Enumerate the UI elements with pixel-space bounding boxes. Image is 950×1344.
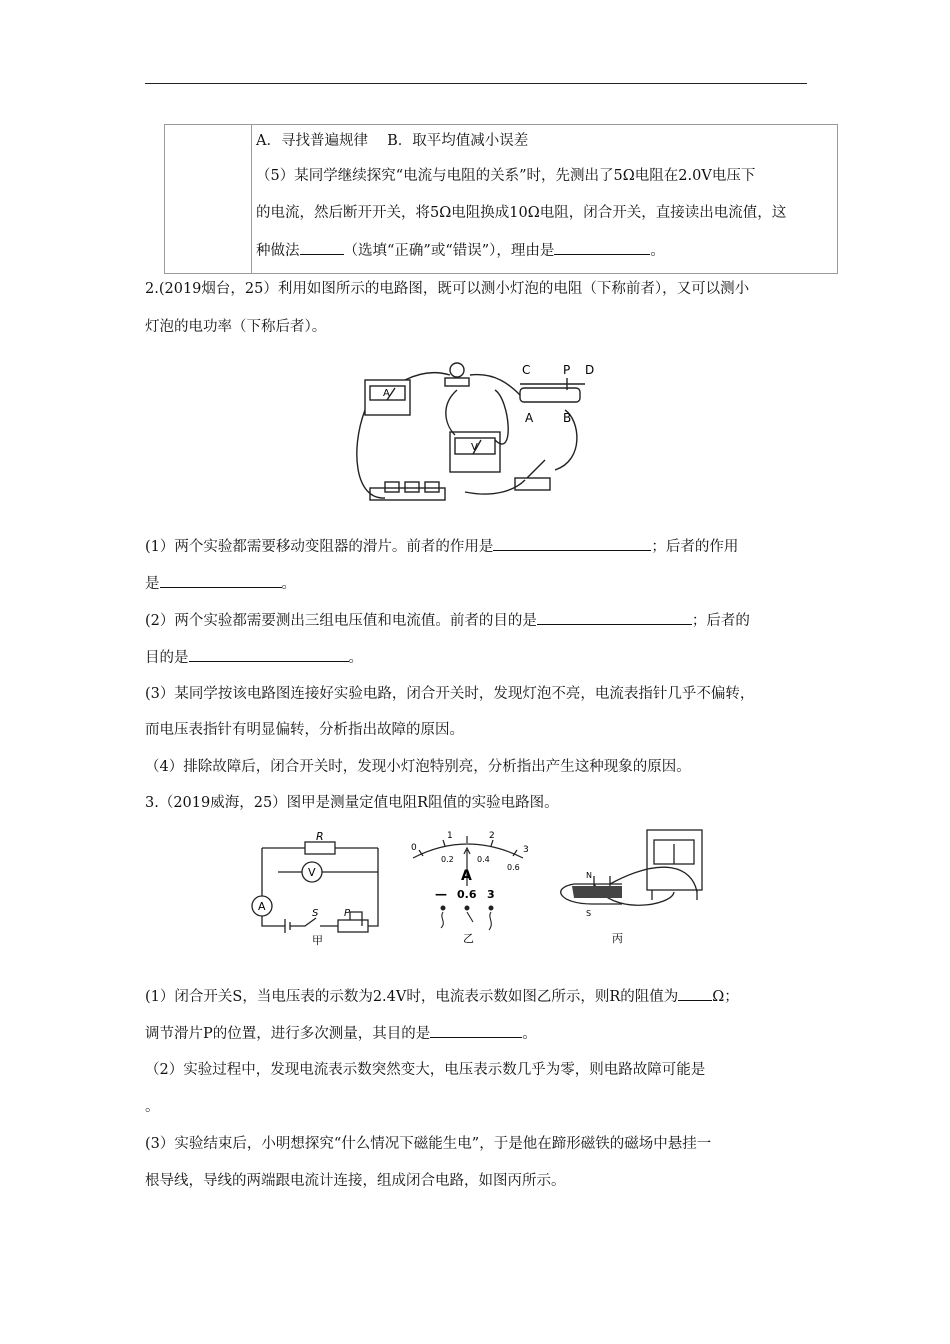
q3-sub2-line2: 。: [145, 1099, 160, 1115]
q2-sub2-text-a: (2）两个实验都需要测出三组电压值和电流值。前者的目的是: [145, 613, 537, 629]
q3-sub3-line1: (3）实验结束后，小明想探究“什么情况下磁能生电”，于是他在蹄形磁铁的磁场中悬挂一: [145, 1136, 712, 1152]
q3-jia-label-P: P: [344, 908, 351, 919]
q3-sub2-line1: （2）实验过程中，发现电流表示数突然变大，电压表示数几乎为零，则电路故障可能是: [145, 1062, 706, 1078]
answer-blank[interactable]: [189, 647, 349, 662]
q2-label-B: B: [563, 411, 572, 425]
q3-yi-bottom-tick-3: 0.6: [507, 863, 520, 872]
q3-sub1-text-d: 。: [522, 1026, 537, 1042]
q3-figure-yi: [405, 826, 535, 948]
q2-sub2-line2: [145, 647, 363, 668]
q2-sub3-line1: (3）某同学按该电路图连接好实验电路，闭合开关时，发现灯泡不亮，电流表指针几乎不偏转，: [145, 686, 755, 702]
q3-yi-caption: 乙: [463, 932, 474, 945]
q3-yi-bottom-tick-2: 0.4: [477, 855, 490, 864]
q2-sub1-text-a: (1）两个实验都需要移动变阻器的滑片。前者的作用是: [145, 539, 494, 555]
q2-sub2-text-d: 。: [348, 650, 363, 666]
q3-yi-terminal-06: 0.6: [457, 888, 477, 901]
answer-blank[interactable]: [493, 536, 651, 551]
header-rule: [145, 83, 807, 84]
q3-yi-top-tick-2: 2: [489, 831, 495, 841]
q3-jia-label-S: S: [312, 908, 319, 919]
q3-yi-terminal-3: 3: [487, 888, 495, 901]
q2-label-A: A: [525, 411, 534, 425]
q3-bing-caption: 丙: [612, 932, 623, 945]
q2-circuit-figure: [345, 350, 595, 515]
table-q5-text-a: 种做法: [256, 243, 300, 259]
q3-sub1-line1: [145, 986, 739, 1007]
q2-sub1-line1: [145, 536, 738, 557]
table-q5-line2: 的电流，然后断开开关，将5Ω电阻换成10Ω电阻，闭合开关，直接读出电流值，这: [256, 205, 787, 221]
q3-jia-label-V: V: [308, 866, 316, 879]
table-q5-text-c: 。: [650, 243, 665, 259]
answer-blank[interactable]: [160, 573, 282, 588]
q3-yi-top-tick-1: 1: [447, 831, 453, 841]
q3-stem: 3.（2019威海，25）图甲是测量定值电阻R阻值的实验电路图。: [145, 795, 559, 811]
answer-blank[interactable]: [554, 240, 650, 255]
q2-label-P: P: [563, 363, 571, 377]
q2-sub3-line2: 而电压表指针有明显偏转，分析指出故障的原因。: [145, 722, 464, 738]
horseshoe-magnet-icon: [572, 886, 622, 898]
q3-jia-label-R: R: [316, 830, 324, 843]
q2-stem-line2: 灯泡的电功率（下称后者）。: [145, 319, 327, 335]
q3-figure-bing: [552, 826, 712, 948]
q2-label-C: C: [522, 363, 531, 377]
table-q5-line3: [256, 240, 665, 261]
answer-blank[interactable]: [300, 240, 344, 255]
q3-bing-label-N: N: [586, 871, 592, 880]
q2-sub1-line2: [145, 573, 296, 594]
q2-sub1-text-c: 是: [145, 576, 160, 592]
q3-sub3-line2: 根导线，导线的两端跟电流计连接，组成闭合电路，如图丙所示。: [145, 1173, 566, 1189]
q3-sub1-text-c: 调节滑片P的位置，进行多次测量，其目的是: [145, 1026, 431, 1042]
answer-blank[interactable]: [678, 986, 712, 1001]
answer-blank[interactable]: [537, 610, 692, 625]
q2-sub4: （4）排除故障后，闭合开关时，发现小灯泡特别亮，分析指出产生这种现象的原因。: [145, 759, 691, 775]
q2-voltmeter-label: V: [471, 442, 478, 453]
q2-ammeter-label: A: [383, 388, 390, 399]
table-options: A．寻找普遍规律 B．取平均值减小误差: [256, 133, 529, 149]
q3-jia-label-A: A: [258, 900, 266, 913]
table-q5-line1: （5）某同学继续探究“电流与电阻的关系”时，先测出了5Ω电阻在2.0V电压下: [256, 168, 756, 184]
q3-yi-terminal-neg: —: [435, 887, 447, 901]
q2-label-D: D: [585, 363, 595, 377]
table-q5-text-b: （选填“正确”或“错误”），理由是: [343, 243, 555, 259]
q3-yi-unit: A: [461, 868, 472, 884]
q2-sub2-text-b: ；后者的: [691, 613, 750, 629]
q3-jia-caption: 甲: [312, 934, 323, 947]
q3-yi-top-tick-3: 3: [523, 845, 529, 855]
q3-figure-jia: [250, 828, 390, 948]
q3-yi-bottom-tick-1: 0.2: [441, 855, 454, 864]
q2-stem-line1: 2.(2019烟台，25）利用如图所示的电路图，既可以测小灯泡的电阻（下称前者），又可以测小: [145, 281, 750, 297]
table-left-cell: [165, 125, 252, 273]
q2-sub1-text-b: ；后者的作用: [651, 539, 739, 555]
q2-sub1-text-d: 。: [281, 576, 296, 592]
answer-blank[interactable]: [430, 1023, 522, 1038]
q3-sub1-text-b: Ω；: [712, 989, 739, 1005]
q3-bing-label-S: S: [586, 909, 592, 918]
q2-sub2-text-c: 目的是: [145, 650, 189, 666]
q3-yi-zero: 0: [411, 843, 417, 853]
q3-sub1-text-a: (1）闭合开关S，当电压表的示数为2.4V时，电流表示数如图乙所示，则R的阻值为: [145, 989, 679, 1005]
q3-sub1-line2: [145, 1023, 537, 1044]
q2-sub2-line1: [145, 610, 750, 631]
